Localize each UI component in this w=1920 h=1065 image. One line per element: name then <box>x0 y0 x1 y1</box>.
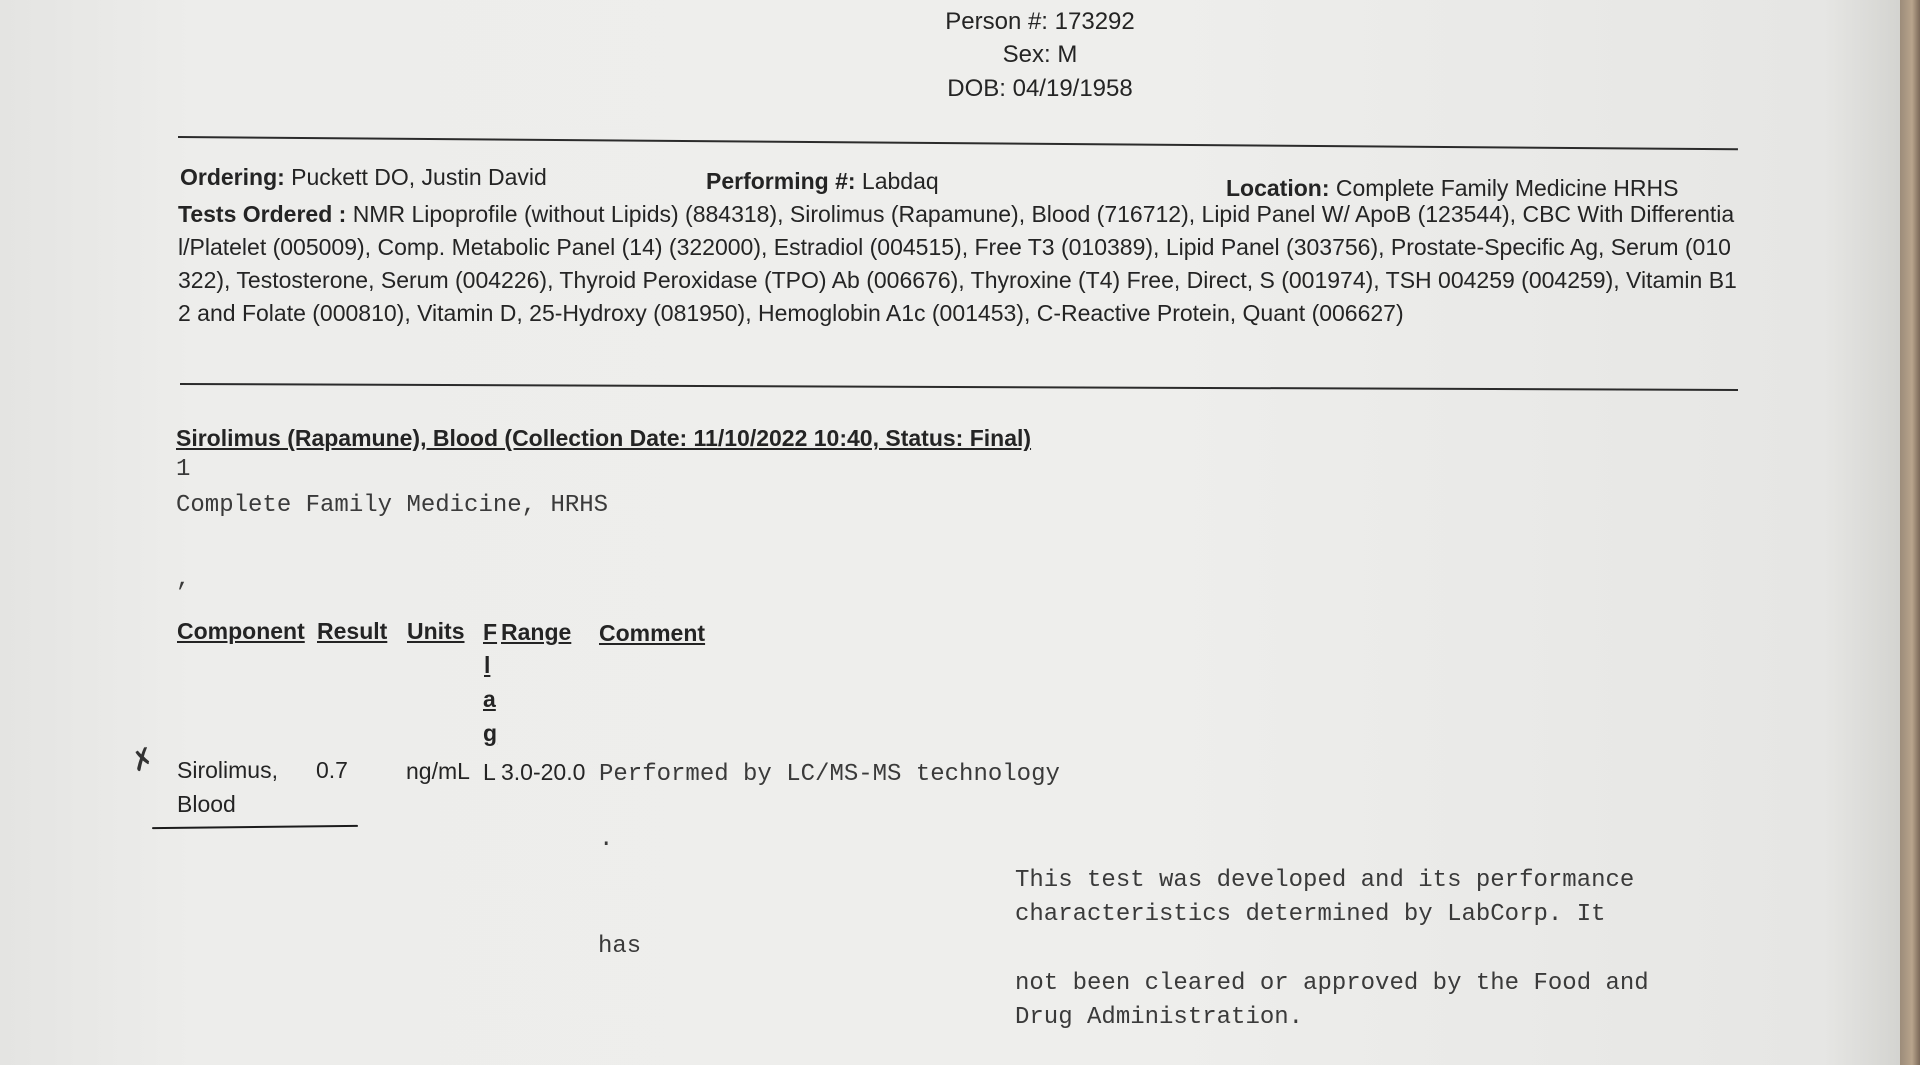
note-dot: . <box>599 826 614 853</box>
location-value: Complete Family Medicine HRHS <box>1335 175 1679 201</box>
note-line-c: not been cleared or approved by the Food and <box>1015 970 1649 997</box>
section-line-1: 1 <box>176 456 191 483</box>
divider-middle <box>180 383 1738 391</box>
header-flag-f: F <box>483 619 498 645</box>
note-has: has <box>598 933 642 960</box>
ordering-value: Puckett DO, Justin David <box>291 164 547 190</box>
note-line-d: Drug Administration. <box>1015 1004 1304 1031</box>
location-label: Location: <box>1226 175 1330 201</box>
divider-top <box>178 136 1738 150</box>
checkmark-icon: ✗ <box>126 740 160 779</box>
header-flag-a: a <box>483 686 496 712</box>
performing-value: Labdaq <box>861 168 939 194</box>
tests-ordered-label: Tests Ordered : <box>178 201 347 227</box>
person-number: Person #: 173292 <box>945 8 1135 35</box>
tests-ordered-value: NMR Lipoprofile (without Lipids) (884318), Sirolimus (Rapamune), Blood (716712), Lipid Panel W/ ApoB (123544), CBC With Differential/Platelet (005009), Comp. Metabolic Panel (14) (322000), Estradiol (004515), Free T3 (010389), Lipid Panel (303756), Prostate-Specific Ag, Serum (010322), Testosterone, Serum (004226), Thyroid Peroxidase (TPO) Ab (006676), Thyroxine (T4) Free, Direct, S (001974), TSH 004259 (004259), Vitamin B12 and Folate (000810), Vitamin D, 25-Hydroxy (081950), Hemoglobin A1c (001453), C-Reactive Protein, Quant (006627) <box>178 201 1737 326</box>
row-units: ng/mL <box>406 758 470 784</box>
row-result: 0.7 <box>316 757 348 783</box>
header-flag-g: g <box>483 720 498 746</box>
patient-sex: Sex: M <box>1002 41 1078 68</box>
header-result: Result <box>317 618 388 644</box>
row-flag: L <box>483 759 496 785</box>
page-edge <box>1900 0 1920 1065</box>
header-range: Range <box>501 619 572 645</box>
section-title: Sirolimus (Rapamune), Blood (Collection Date: 11/10/2022 10:40, Status: Final) <box>176 425 1032 451</box>
row-component-line-1: Sirolimus, <box>177 757 278 783</box>
note-line-b: characteristics determined by LabCorp. It <box>1015 901 1606 928</box>
row-component-line-2: Blood <box>177 791 236 817</box>
row-range: 3.0-20.0 <box>501 759 586 785</box>
patient-dob: DOB: 04/19/1958 <box>947 75 1133 102</box>
performing-lab <box>706 168 939 195</box>
header-units: Units <box>407 618 465 644</box>
header-component: Component <box>177 618 305 644</box>
ordering-provider <box>180 164 547 191</box>
tests-ordered <box>178 198 1743 330</box>
performing-label: Performing #: <box>706 168 856 194</box>
row-comment: Performed by LC/MS-MS technology <box>599 761 1060 788</box>
header-comment: Comment <box>599 620 706 646</box>
section-comma: , <box>176 566 191 593</box>
section-facility: Complete Family Medicine, HRHS <box>176 492 609 519</box>
note-line-a: This test was developed and its performance <box>1015 867 1635 894</box>
pen-underline <box>152 825 358 829</box>
ordering-label: Ordering: <box>180 164 285 190</box>
header-flag-l: l <box>484 652 491 678</box>
